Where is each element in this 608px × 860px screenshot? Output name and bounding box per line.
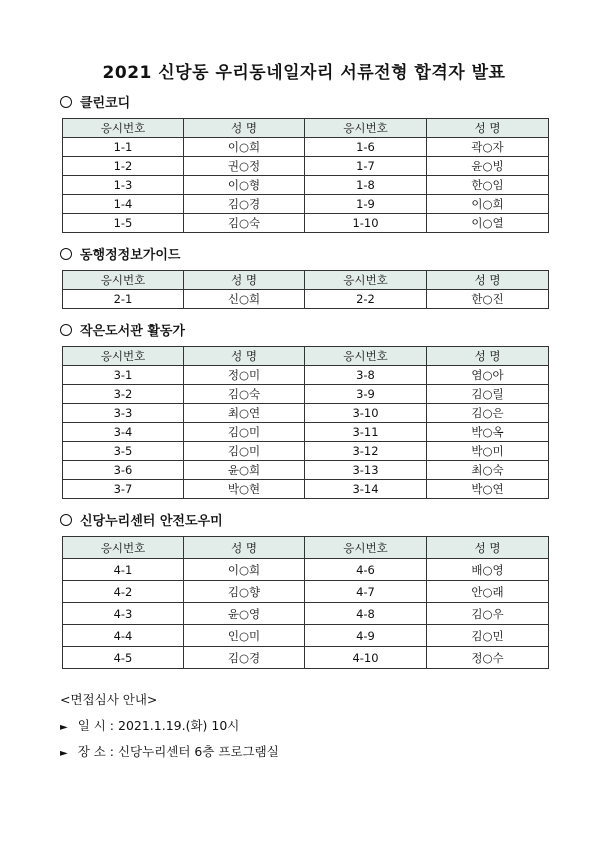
applicant-number-cell: 1-1 xyxy=(63,138,184,157)
applicant-name-cell: 윤○영 xyxy=(184,603,305,625)
table-row xyxy=(63,480,549,499)
applicant-number-cell: 3-5 xyxy=(63,442,184,461)
applicant-name-cell: 곽○자 xyxy=(427,138,549,157)
applicant-name-cell: 김○숙 xyxy=(184,214,305,233)
column-header: 성 명 xyxy=(427,119,549,138)
table-row xyxy=(63,195,549,214)
circle-bullet-icon xyxy=(60,514,72,526)
column-header: 응시번호 xyxy=(305,347,427,366)
column-header: 성 명 xyxy=(184,347,305,366)
column-header: 응시번호 xyxy=(305,271,427,290)
interview-notice-datetime xyxy=(60,716,239,734)
applicant-number-cell: 4-9 xyxy=(305,625,427,647)
interview-notice-location xyxy=(60,742,279,760)
table-row xyxy=(63,559,549,581)
applicant-number-cell: 3-6 xyxy=(63,461,184,480)
section-heading-2 xyxy=(60,244,180,263)
table-row xyxy=(63,404,549,423)
applicant-name-cell: 이○형 xyxy=(184,176,305,195)
applicant-name-cell: 염○아 xyxy=(427,366,549,385)
applicant-number-cell: 1-5 xyxy=(63,214,184,233)
results-table-2 xyxy=(62,270,549,309)
applicant-number-cell: 4-2 xyxy=(63,581,184,603)
applicant-name-cell: 안○래 xyxy=(427,581,549,603)
table-row xyxy=(63,366,549,385)
applicant-number-cell: 1-6 xyxy=(305,138,427,157)
applicant-name-cell: 이○희 xyxy=(184,559,305,581)
applicant-name-cell: 김○우 xyxy=(427,603,549,625)
applicant-number-cell: 4-5 xyxy=(63,647,184,669)
table-header-row xyxy=(63,119,549,138)
applicant-name-cell: 김○경 xyxy=(184,195,305,214)
circle-bullet-icon xyxy=(60,248,72,260)
column-header: 성 명 xyxy=(184,537,305,559)
applicant-name-cell: 정○미 xyxy=(184,366,305,385)
section-title: 클린코디 xyxy=(80,96,131,111)
applicant-name-cell: 윤○희 xyxy=(184,461,305,480)
section-title: 신당누리센터 안전도우미 xyxy=(80,514,223,529)
table-row xyxy=(63,461,549,480)
table-row xyxy=(63,176,549,195)
applicant-number-cell: 3-4 xyxy=(63,423,184,442)
applicant-number-cell: 4-6 xyxy=(305,559,427,581)
applicant-name-cell: 최○연 xyxy=(184,404,305,423)
applicant-name-cell: 박○현 xyxy=(184,480,305,499)
column-header: 성 명 xyxy=(184,271,305,290)
applicant-name-cell: 권○정 xyxy=(184,157,305,176)
applicant-number-cell: 4-10 xyxy=(305,647,427,669)
applicant-number-cell: 2-2 xyxy=(305,290,427,309)
column-header: 성 명 xyxy=(427,271,549,290)
table-header-row xyxy=(63,347,549,366)
applicant-number-cell: 3-11 xyxy=(305,423,427,442)
applicant-name-cell: 김○민 xyxy=(427,625,549,647)
applicant-name-cell: 김○미 xyxy=(184,442,305,461)
notice-text: 장 소 : 신당누리센터 6층 프로그램실 xyxy=(77,744,279,759)
applicant-number-cell: 1-10 xyxy=(305,214,427,233)
applicant-name-cell: 박○옥 xyxy=(427,423,549,442)
section-title: 작은도서관 활동가 xyxy=(80,324,185,339)
applicant-name-cell: 한○진 xyxy=(427,290,549,309)
notice-text: 일 시 : 2021.1.19.(화) 10시 xyxy=(77,718,240,733)
column-header: 성 명 xyxy=(184,119,305,138)
section-heading-1 xyxy=(60,92,130,111)
table-row xyxy=(63,214,549,233)
applicant-name-cell: 한○임 xyxy=(427,176,549,195)
applicant-name-cell: 배○영 xyxy=(427,559,549,581)
applicant-name-cell: 김○은 xyxy=(427,404,549,423)
applicant-number-cell: 3-9 xyxy=(305,385,427,404)
table-row xyxy=(63,647,549,669)
arrow-bullet-icon: ► xyxy=(60,748,68,759)
applicant-number-cell: 3-3 xyxy=(63,404,184,423)
applicant-number-cell: 3-14 xyxy=(305,480,427,499)
table-row xyxy=(63,442,549,461)
applicant-name-cell: 김○향 xyxy=(184,581,305,603)
applicant-number-cell: 4-8 xyxy=(305,603,427,625)
column-header: 성 명 xyxy=(427,347,549,366)
table-header-row xyxy=(63,537,549,559)
column-header: 응시번호 xyxy=(305,119,427,138)
table-row xyxy=(63,603,549,625)
table-row xyxy=(63,423,549,442)
circle-bullet-icon xyxy=(60,324,72,336)
results-table-1 xyxy=(62,118,549,233)
applicant-number-cell: 1-3 xyxy=(63,176,184,195)
applicant-number-cell: 4-4 xyxy=(63,625,184,647)
applicant-name-cell: 신○희 xyxy=(184,290,305,309)
applicant-name-cell: 최○숙 xyxy=(427,461,549,480)
applicant-number-cell: 3-7 xyxy=(63,480,184,499)
applicant-number-cell: 1-4 xyxy=(63,195,184,214)
page-title: 2021 신당동 우리동네일자리 서류전형 합격자 발표 xyxy=(102,63,506,83)
applicant-number-cell: 4-3 xyxy=(63,603,184,625)
table-header-row xyxy=(63,271,549,290)
applicant-name-cell: 이○희 xyxy=(184,138,305,157)
table-row xyxy=(63,385,549,404)
applicant-name-cell: 윤○빙 xyxy=(427,157,549,176)
column-header: 성 명 xyxy=(427,537,549,559)
column-header: 응시번호 xyxy=(63,119,184,138)
applicant-name-cell: 박○미 xyxy=(427,442,549,461)
applicant-name-cell: 이○희 xyxy=(427,195,549,214)
applicant-number-cell: 3-2 xyxy=(63,385,184,404)
column-header: 응시번호 xyxy=(63,347,184,366)
table-row xyxy=(63,157,549,176)
applicant-number-cell: 4-7 xyxy=(305,581,427,603)
applicant-name-cell: 박○연 xyxy=(427,480,549,499)
section-title: 동행정정보가이드 xyxy=(80,248,181,263)
column-header: 응시번호 xyxy=(63,537,184,559)
applicant-name-cell: 김○경 xyxy=(184,647,305,669)
table-row xyxy=(63,581,549,603)
applicant-number-cell: 3-8 xyxy=(305,366,427,385)
applicant-number-cell: 3-12 xyxy=(305,442,427,461)
applicant-name-cell: 인○미 xyxy=(184,625,305,647)
applicant-number-cell: 2-1 xyxy=(63,290,184,309)
applicant-name-cell: 이○열 xyxy=(427,214,549,233)
applicant-number-cell: 3-13 xyxy=(305,461,427,480)
applicant-number-cell: 1-2 xyxy=(63,157,184,176)
section-heading-3 xyxy=(60,320,185,339)
results-table-4 xyxy=(62,536,549,669)
column-header: 응시번호 xyxy=(305,537,427,559)
applicant-name-cell: 정○수 xyxy=(427,647,549,669)
applicant-name-cell: 김○미 xyxy=(184,423,305,442)
table-row xyxy=(63,290,549,309)
applicant-name-cell: 김○릴 xyxy=(427,385,549,404)
applicant-name-cell: 김○숙 xyxy=(184,385,305,404)
table-row xyxy=(63,138,549,157)
table-row xyxy=(63,625,549,647)
applicant-number-cell: 1-7 xyxy=(305,157,427,176)
applicant-number-cell: 3-10 xyxy=(305,404,427,423)
applicant-number-cell: 4-1 xyxy=(63,559,184,581)
arrow-bullet-icon: ► xyxy=(60,722,68,733)
applicant-number-cell: 1-9 xyxy=(305,195,427,214)
results-table-3 xyxy=(62,346,549,499)
section-heading-4 xyxy=(60,510,223,529)
interview-notice-heading: <면접심사 안내> xyxy=(60,692,158,707)
column-header: 응시번호 xyxy=(63,271,184,290)
applicant-number-cell: 1-8 xyxy=(305,176,427,195)
applicant-number-cell: 3-1 xyxy=(63,366,184,385)
circle-bullet-icon xyxy=(60,96,72,108)
